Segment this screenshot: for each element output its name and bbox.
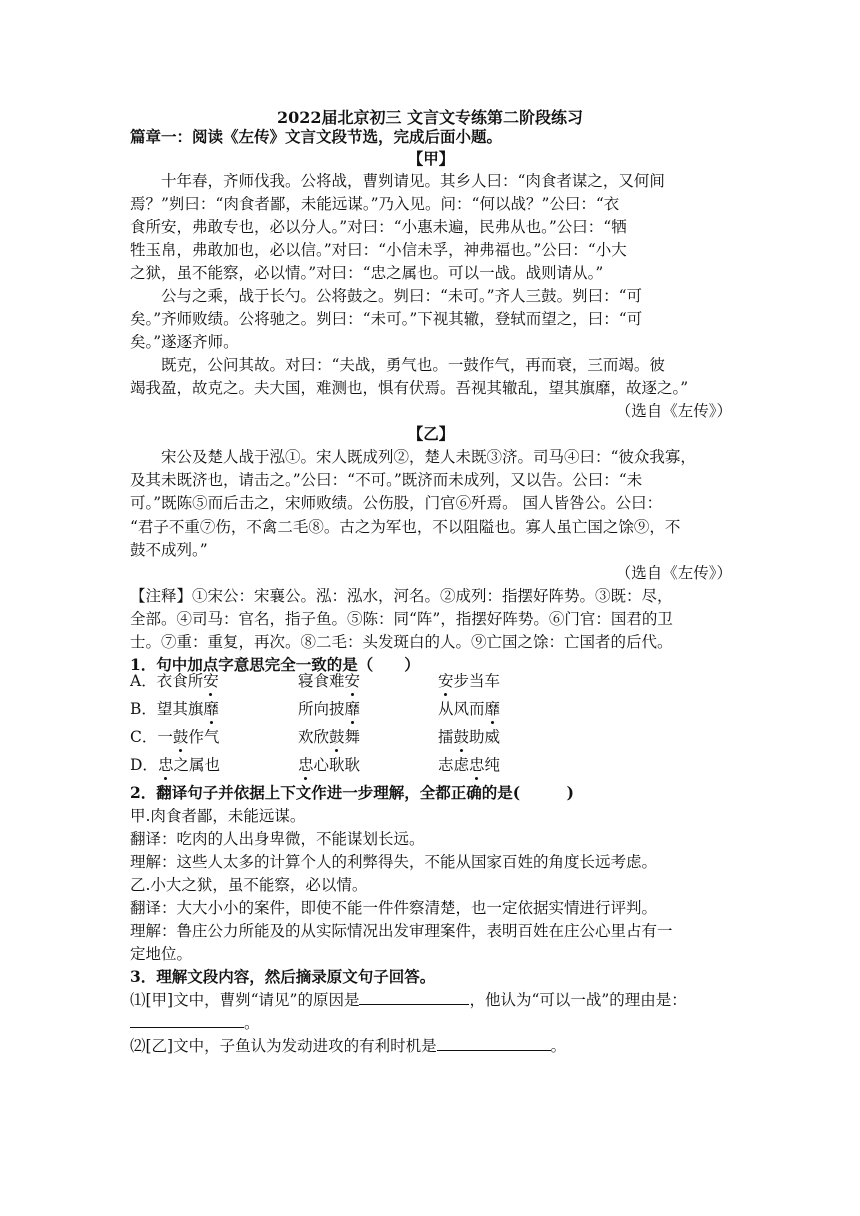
q2-line: 定地位。 xyxy=(130,945,193,963)
passage-a-line: 公与之乘，战于长勺。公将鼓之。刿曰：“未可。”齐人三鼓。刿曰：“可 xyxy=(161,287,643,305)
passage-a-source: （选自《左传》） xyxy=(615,402,732,420)
answer-blank[interactable] xyxy=(359,989,469,1005)
q2-line: 理解：这些人太多的计算个人的利弊得失，不能从国家百姓的角度长远考虑。 xyxy=(130,853,658,871)
passage-a-line: 十年春，齐师伐我。公将战，曹刿请见。其乡人曰：“肉食者谋之，又何间 xyxy=(161,172,665,190)
q1-option-d-col3: 志虑忠纯 xyxy=(438,756,501,774)
passage-b-line: “君子不重⑦伤，不禽二毛⑧。古之为军也，不以阻隘也。寡人虽亡国之馀⑨，不 xyxy=(130,518,681,536)
passage-b-source: （选自《左传》） xyxy=(615,564,732,582)
notes-line: 【注释】①宋公：宋襄公。泓：泓水，河名。②成列：指摆好阵势。③既：尽， xyxy=(130,587,673,605)
q2-line: 甲.肉食者鄙，未能远谋。 xyxy=(130,807,306,825)
q2-line: 翻译：吃肉的人出身卑微，不能谋划长远。 xyxy=(130,830,425,848)
passage-b-line: 可。”既陈⑤而后击之，宋师败绩。公伤股，门官⑥歼焉。 国人皆咎公。公曰： xyxy=(130,494,663,512)
passage-a-line: 食所安，弗敢专也，必以分人。”对曰：“小惠未遍，民弗从也。”公曰：“牺 xyxy=(130,218,627,236)
q2-line: 理解：鲁庄公力所能及的从实际情况出发审理案件，表明百姓在庄公心里占有一 xyxy=(130,922,673,940)
passage-a-line: 牲玉帛，弗敢加也，必以信。”对曰：“小信未孚，神弗福也。”公曰：“小大 xyxy=(130,241,627,259)
section-heading: 篇章一：阅读《左传》文言文段节选，完成后面小题。 xyxy=(130,127,503,146)
q3-sub2: ⑵[乙]文中，子鱼认为发动进攻的有利时机是 。 xyxy=(130,1037,567,1055)
q1-option-b-col2: 所向披靡 xyxy=(298,700,361,718)
passage-a-line: 既克，公问其故。对曰：“夫战，勇气也。一鼓作气，再而衰，三而竭。彼 xyxy=(161,356,665,374)
passage-b-line: 鼓不成列。” xyxy=(130,541,208,559)
answer-blank[interactable] xyxy=(130,1012,244,1028)
question-3-stem: 3．理解文段内容，然后摘录原文句子回答。 xyxy=(130,967,436,986)
passage-a-line: 矣。”齐师败绩。公将驰之。刿曰：“未可。”下视其辙，登轼而望之，曰：“可 xyxy=(130,310,643,328)
q1-option-d-col2: 忠心耿耿 xyxy=(298,756,361,774)
q1-option-b-col1: B．望其旗靡 xyxy=(130,700,219,718)
q1-option-c-col2: 欢欣鼓舞 xyxy=(298,728,361,746)
q1-option-a-col1: A．衣食所安 xyxy=(130,672,219,690)
passage-a-line: 焉？”刿曰：“肉食者鄙，未能远谋。”乃入见。问：“何以战？”公曰：“衣 xyxy=(130,195,620,213)
passage-b-line: 及其未既济也，请击之。”公曰：“不可。”既济而未成列，又以告。公曰：“未 xyxy=(130,471,643,489)
q1-option-c-col3: 擂鼓助威 xyxy=(438,728,501,746)
q3-sub1: ⑴[甲]文中，曹刿“请见”的原因是 ，他认为“可以一战”的理由是： xyxy=(130,991,687,1009)
q3-sub1-cont: 。 xyxy=(130,1012,732,1034)
question-2-stem: 2．翻译句子并依据上下文作进一步理解，全都正确的是( ) xyxy=(130,783,574,802)
notes-line: 士。⑦重：重复，再次。⑧二毛：头发斑白的人。⑨亡国之馀：亡国者的后代。 xyxy=(130,633,673,651)
q2-line: 乙.小大之狱，虽不能察，必以情。 xyxy=(130,876,368,894)
notes-line: 全部。④司马：官名，指子鱼。⑤陈：同“阵”，指摆好阵势。⑥门官：国君的卫 xyxy=(130,610,673,628)
passage-a-line: 之狱，虽不能察，必以情。”对曰：“忠之属也。可以一战。战则请从。” xyxy=(130,264,604,282)
passage-a-line: 矣。”遂逐齐师。 xyxy=(130,333,239,351)
q1-option-d-col1: D．忠之属也 xyxy=(130,756,220,774)
q2-line: 翻译：大大小小的案件，即使不能一件件察清楚，也一定依据实情进行评判。 xyxy=(130,899,658,917)
passage-b-line: 宋公及楚人战于泓①。宋人既成列②，楚人未既③济。司马④曰：“彼众我寡， xyxy=(161,448,696,466)
passage-b-label: 【乙】 xyxy=(407,424,455,443)
passage-a-line: 竭我盈，故克之。夫大国，难测也，惧有伏焉。吾视其辙乱，望其旗靡，故逐之。” xyxy=(130,379,689,397)
q1-option-c-col1: C．一鼓作气 xyxy=(130,728,220,746)
q1-option-a-col2: 寝食难安 xyxy=(298,672,361,690)
passage-a-label: 【甲】 xyxy=(407,149,455,168)
question-1-stem: 1．句中加点字意思完全一致的是（ ） xyxy=(130,655,420,674)
q1-option-b-col3: 从风而靡 xyxy=(438,700,501,718)
q1-option-a-col3: 安步当车 xyxy=(438,672,501,690)
answer-blank[interactable] xyxy=(437,1035,551,1051)
page-title: 2022届北京初三 文言文专练第二阶段练习 xyxy=(276,108,584,127)
